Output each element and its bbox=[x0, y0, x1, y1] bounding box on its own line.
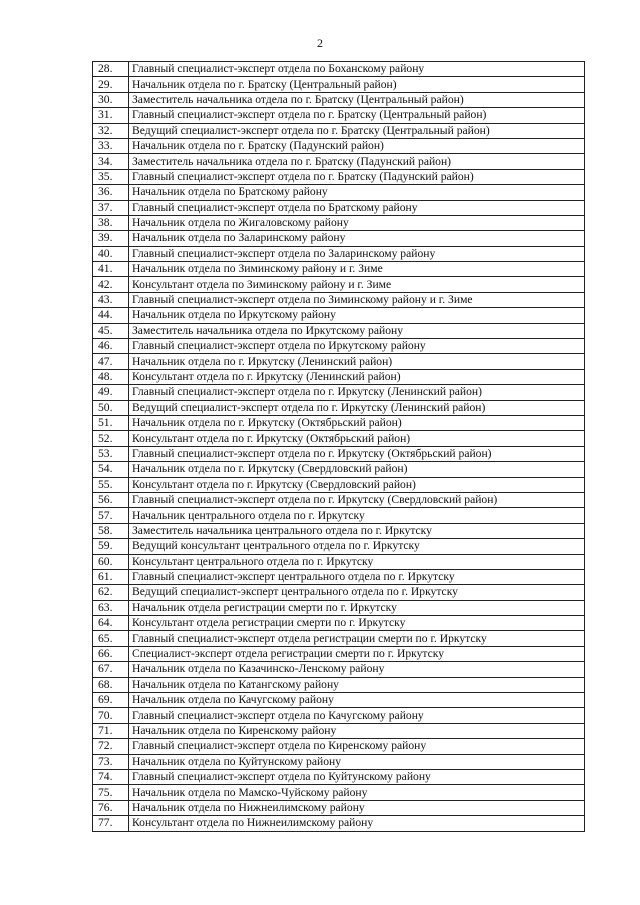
table-row bbox=[93, 769, 585, 784]
page-number: 2 bbox=[317, 36, 323, 50]
table-row bbox=[93, 185, 585, 200]
position-title: Консультант отдела по г. Иркутску (Ленинский район) bbox=[129, 369, 585, 384]
position-title: Начальник отдела по Иркутскому району bbox=[129, 308, 585, 323]
row-number: 36. bbox=[93, 185, 129, 200]
row-number: 70. bbox=[93, 708, 129, 723]
table-row bbox=[93, 308, 585, 323]
positions-table bbox=[92, 61, 585, 832]
row-number: 51. bbox=[93, 415, 129, 430]
row-number: 43. bbox=[93, 292, 129, 307]
position-title: Главный специалист-эксперт отдела по г. Братску (Падунский район) bbox=[129, 169, 585, 184]
table-row bbox=[93, 708, 585, 723]
position-title: Начальник отдела по Зиминскому району и г. Зиме bbox=[129, 262, 585, 277]
table-row bbox=[93, 323, 585, 338]
table-row bbox=[93, 754, 585, 769]
row-number: 77. bbox=[93, 816, 129, 831]
table-row bbox=[93, 677, 585, 692]
row-number: 29. bbox=[93, 77, 129, 92]
position-title: Консультант отдела регистрации смерти по г. Иркутску bbox=[129, 616, 585, 631]
position-title: Специалист-эксперт отдела регистрации смерти по г. Иркутску bbox=[129, 646, 585, 661]
table-row bbox=[93, 554, 585, 569]
row-number: 75. bbox=[93, 785, 129, 800]
row-number: 58. bbox=[93, 523, 129, 538]
row-number: 50. bbox=[93, 400, 129, 415]
position-title: Консультант отдела по г. Иркутску (Октябрьский район) bbox=[129, 431, 585, 446]
table-row bbox=[93, 400, 585, 415]
table-row bbox=[93, 108, 585, 123]
row-number: 68. bbox=[93, 677, 129, 692]
row-number: 60. bbox=[93, 554, 129, 569]
table-row bbox=[93, 354, 585, 369]
table-row bbox=[93, 800, 585, 815]
positions-table-body bbox=[93, 62, 585, 832]
table-row bbox=[93, 262, 585, 277]
row-number: 55. bbox=[93, 477, 129, 492]
row-number: 37. bbox=[93, 200, 129, 215]
row-number: 72. bbox=[93, 739, 129, 754]
table-row bbox=[93, 646, 585, 661]
table-row bbox=[93, 369, 585, 384]
position-title: Заместитель начальника отдела по г. Братску (Падунский район) bbox=[129, 154, 585, 169]
position-title: Консультант отдела по Нижнеилимскому району bbox=[129, 816, 585, 831]
position-title: Начальник отдела по г. Иркутску (Ленинский район) bbox=[129, 354, 585, 369]
table-row bbox=[93, 339, 585, 354]
position-title: Заместитель начальника отдела по Иркутскому району bbox=[129, 323, 585, 338]
position-title: Главный специалист-эксперт отдела по Качугскому району bbox=[129, 708, 585, 723]
position-title: Главный специалист-эксперт отдела по г. Иркутску (Свердловский район) bbox=[129, 492, 585, 507]
table-row bbox=[93, 539, 585, 554]
table-row bbox=[93, 477, 585, 492]
table-row bbox=[93, 785, 585, 800]
table-row bbox=[93, 277, 585, 292]
position-title: Главный специалист-эксперт отдела регистрации смерти по г. Иркутску bbox=[129, 631, 585, 646]
table-row bbox=[93, 739, 585, 754]
row-number: 40. bbox=[93, 246, 129, 261]
table-row bbox=[93, 138, 585, 153]
table-row bbox=[93, 816, 585, 831]
row-number: 44. bbox=[93, 308, 129, 323]
row-number: 73. bbox=[93, 754, 129, 769]
row-number: 71. bbox=[93, 723, 129, 738]
position-title: Главный специалист-эксперт отдела по г. Иркутску (Ленинский район) bbox=[129, 385, 585, 400]
position-title: Заместитель начальника отдела по г. Братску (Центральный район) bbox=[129, 92, 585, 107]
row-number: 47. bbox=[93, 354, 129, 369]
position-title: Главный специалист-эксперт отдела по Братскому району bbox=[129, 200, 585, 215]
position-title: Начальник отдела регистрации смерти по г. Иркутску bbox=[129, 600, 585, 615]
table-row bbox=[93, 215, 585, 230]
table-row bbox=[93, 415, 585, 430]
table-row bbox=[93, 154, 585, 169]
position-title: Главный специалист-эксперт отдела по Боханскому району bbox=[129, 62, 585, 77]
table-row bbox=[93, 492, 585, 507]
row-number: 48. bbox=[93, 369, 129, 384]
row-number: 31. bbox=[93, 108, 129, 123]
position-title: Начальник отдела по Катангскому району bbox=[129, 677, 585, 692]
row-number: 41. bbox=[93, 262, 129, 277]
row-number: 64. bbox=[93, 616, 129, 631]
row-number: 35. bbox=[93, 169, 129, 184]
position-title: Консультант центрального отдела по г. Иркутску bbox=[129, 554, 585, 569]
position-title: Начальник отдела по г. Иркутску (Октябрьский район) bbox=[129, 415, 585, 430]
row-number: 42. bbox=[93, 277, 129, 292]
row-number: 66. bbox=[93, 646, 129, 661]
position-title: Главный специалист-эксперт отдела по г. Братску (Центральный район) bbox=[129, 108, 585, 123]
row-number: 30. bbox=[93, 92, 129, 107]
row-number: 63. bbox=[93, 600, 129, 615]
table-row bbox=[93, 77, 585, 92]
row-number: 52. bbox=[93, 431, 129, 446]
position-title: Главный специалист-эксперт отдела по Иркутскому району bbox=[129, 339, 585, 354]
table-row bbox=[93, 246, 585, 261]
row-number: 33. bbox=[93, 138, 129, 153]
row-number: 46. bbox=[93, 339, 129, 354]
position-title: Ведущий консультант центрального отдела по г. Иркутску bbox=[129, 539, 585, 554]
table-row bbox=[93, 631, 585, 646]
position-title: Начальник отдела по Мамско-Чуйскому району bbox=[129, 785, 585, 800]
row-number: 38. bbox=[93, 215, 129, 230]
row-number: 59. bbox=[93, 539, 129, 554]
position-title: Начальник отдела по Качугскому району bbox=[129, 693, 585, 708]
position-title: Начальник отдела по Казачинско-Ленскому району bbox=[129, 662, 585, 677]
table-row bbox=[93, 508, 585, 523]
position-title: Начальник отдела по Братскому району bbox=[129, 185, 585, 200]
row-number: 74. bbox=[93, 769, 129, 784]
table-row bbox=[93, 92, 585, 107]
position-title: Ведущий специалист-эксперт центрального отдела по г. Иркутску bbox=[129, 585, 585, 600]
position-title: Главный специалист-эксперт отдела по Киренскому району bbox=[129, 739, 585, 754]
position-title: Главный специалист-эксперт центрального отдела по г. Иркутску bbox=[129, 569, 585, 584]
row-number: 62. bbox=[93, 585, 129, 600]
row-number: 34. bbox=[93, 154, 129, 169]
position-title: Главный специалист-эксперт отдела по Зиминскому району и г. Зиме bbox=[129, 292, 585, 307]
table-row bbox=[93, 462, 585, 477]
table-row bbox=[93, 169, 585, 184]
table-row bbox=[93, 616, 585, 631]
table-row bbox=[93, 600, 585, 615]
position-title: Начальник центрального отдела по г. Иркутску bbox=[129, 508, 585, 523]
row-number: 56. bbox=[93, 492, 129, 507]
table-row bbox=[93, 693, 585, 708]
table-row bbox=[93, 569, 585, 584]
position-title: Заместитель начальника центрального отдела по г. Иркутску bbox=[129, 523, 585, 538]
row-number: 49. bbox=[93, 385, 129, 400]
position-title: Ведущий специалист-эксперт отдела по г. Иркутску (Ленинский район) bbox=[129, 400, 585, 415]
position-title: Главный специалист-эксперт отдела по г. Иркутску (Октябрьский район) bbox=[129, 446, 585, 461]
position-title: Начальник отдела по г. Братску (Центральный район) bbox=[129, 77, 585, 92]
row-number: 69. bbox=[93, 693, 129, 708]
row-number: 67. bbox=[93, 662, 129, 677]
position-title: Начальник отдела по Куйтунскому району bbox=[129, 754, 585, 769]
table-row bbox=[93, 292, 585, 307]
position-title: Начальник отдела по Киренскому району bbox=[129, 723, 585, 738]
position-title: Начальник отдела по г. Братску (Падунский район) bbox=[129, 138, 585, 153]
table-row bbox=[93, 446, 585, 461]
table-row bbox=[93, 723, 585, 738]
table-row bbox=[93, 585, 585, 600]
row-number: 57. bbox=[93, 508, 129, 523]
row-number: 32. bbox=[93, 123, 129, 138]
row-number: 39. bbox=[93, 231, 129, 246]
position-title: Главный специалист-эксперт отдела по Куйтунскому району bbox=[129, 769, 585, 784]
position-title: Главный специалист-эксперт отдела по Заларинскому району bbox=[129, 246, 585, 261]
position-title: Начальник отдела по г. Иркутску (Свердловский район) bbox=[129, 462, 585, 477]
table-row bbox=[93, 62, 585, 77]
row-number: 76. bbox=[93, 800, 129, 815]
table-row bbox=[93, 200, 585, 215]
table-row bbox=[93, 231, 585, 246]
row-number: 54. bbox=[93, 462, 129, 477]
row-number: 65. bbox=[93, 631, 129, 646]
table-row bbox=[93, 523, 585, 538]
row-number: 53. bbox=[93, 446, 129, 461]
row-number: 45. bbox=[93, 323, 129, 338]
position-title: Начальник отдела по Нижнеилимскому району bbox=[129, 800, 585, 815]
position-title: Консультант отдела по г. Иркутску (Свердловский район) bbox=[129, 477, 585, 492]
table-row bbox=[93, 662, 585, 677]
row-number: 28. bbox=[93, 62, 129, 77]
position-title: Ведущий специалист-эксперт отдела по г. Братску (Центральный район) bbox=[129, 123, 585, 138]
row-number: 61. bbox=[93, 569, 129, 584]
table-row bbox=[93, 431, 585, 446]
table-row bbox=[93, 385, 585, 400]
position-title: Консультант отдела по Зиминскому району и г. Зиме bbox=[129, 277, 585, 292]
position-title: Начальник отдела по Заларинскому району bbox=[129, 231, 585, 246]
position-title: Начальник отдела по Жигаловскому району bbox=[129, 215, 585, 230]
table-row bbox=[93, 123, 585, 138]
